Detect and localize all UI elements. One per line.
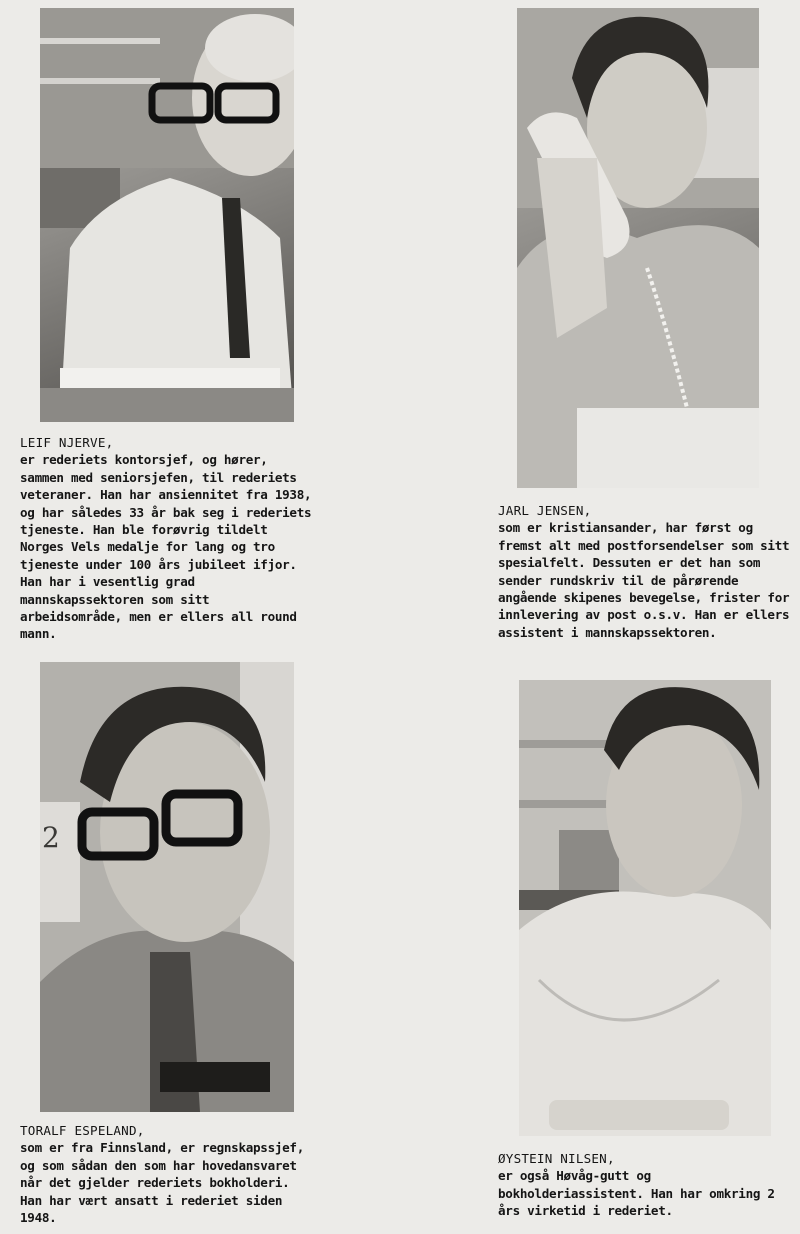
photo-jarl-jensen [517,8,759,488]
caption-toralf-espeland [20,1122,316,1226]
profile-name: JARL JENSEN, [498,503,592,518]
profile-name: TORALF ESPELAND, [20,1123,145,1138]
photo-leif-njerve [40,8,294,422]
caption-oystein-nilsen [498,1150,798,1220]
portrait-man-illustration [519,680,771,1136]
caption-leif-njerve [20,434,316,643]
portrait-glasses-man-illustration [40,8,294,422]
profile-name: LEIF NJERVE, [20,435,114,450]
profile-text: som er fra Finnsland, er regnskapssjef, og som sådan den som har hovedansvaret når det gjelder rederiets bokholderi. Han har vært ansatt i rederiet siden 1948. [20,1140,305,1226]
portrait-glasses-man-illustration [40,662,294,1112]
portrait-telephone-man-illustration [517,8,759,488]
profile-name: ØYSTEIN NILSEN, [498,1151,615,1166]
photo-oystein-nilsen [519,680,771,1136]
wall-number: 2 [42,821,60,854]
profile-text: som er kristiansander, har først og fremst alt med postforsendelser som sitt spesialfelt. Dessuten er det han som sender rundskriv til de pårørende angående skipenes bevegelse, frister for innlevering av post o.s.v. Han er ellers assistent i mannskapssektoren. [498,520,790,640]
photo-toralf-espeland [40,662,294,1112]
caption-jarl-jensen [498,502,794,641]
profile-text: er også Høvåg-gutt og bokholderiassistent. Han har omkring 2 års virketid i rederiet. [498,1168,775,1219]
profile-text: er rederiets kontorsjef, og hører, sammen med seniorsjefen, til rederiets veteraner. Han har ansiennitet fra 1938, og har således 33 år bak seg i rederiets tjeneste. Han ble forøvrig tildelt Norges Vels medalje for lang og tro tjeneste under 100 års jubileet ifjor. Han har i vesentlig grad mannskapssektoren som sitt arbeidsområde, men er ellers all round mann. [20,452,312,642]
